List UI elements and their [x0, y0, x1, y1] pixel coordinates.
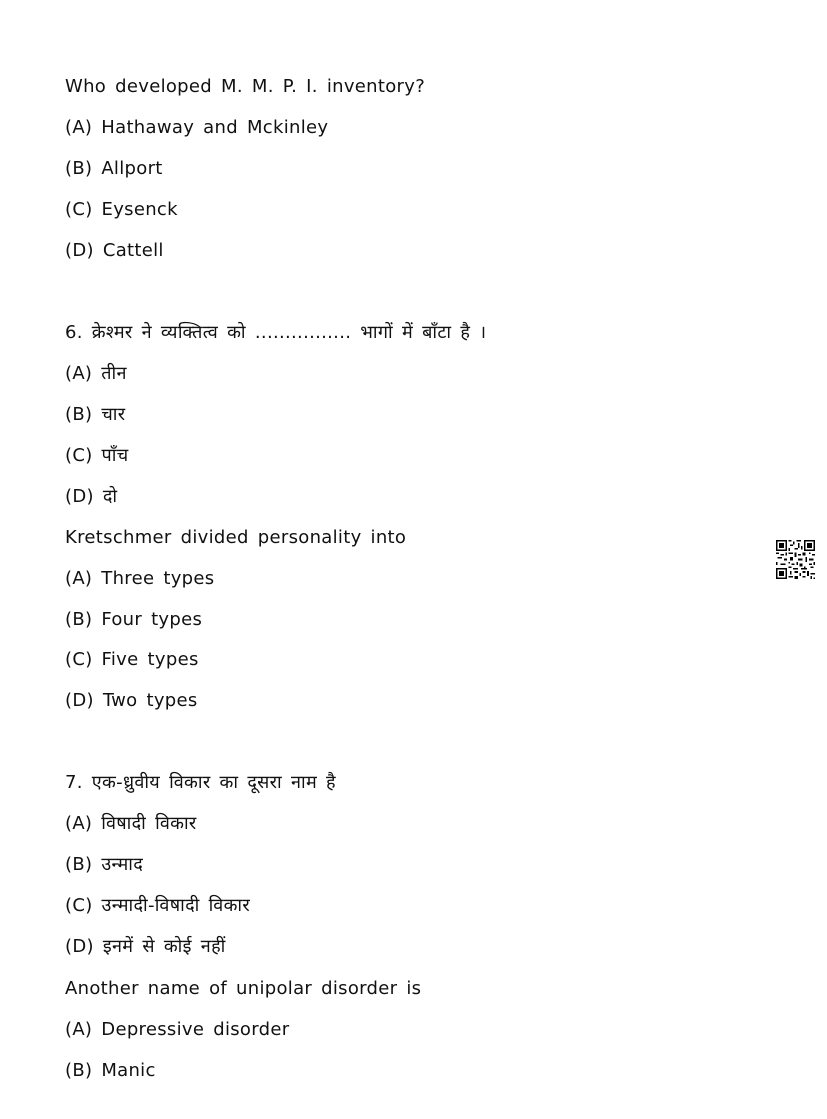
option-b: (B) Four types: [65, 609, 203, 630]
option-d: (D) Cattell: [65, 240, 164, 261]
option-a: (A) विषादी विकार: [65, 813, 197, 834]
question-text: Another name of unipolar disorder is: [65, 978, 422, 999]
question-text: 6. क्रेश्मर ने व्यक्तित्व को ................ भागों में बाँटा है ।: [65, 322, 487, 343]
option-b: (B) उन्माद: [65, 854, 144, 875]
option-a: (A) Three types: [65, 568, 215, 589]
option-c: (C) Eysenck: [65, 199, 178, 220]
option-b: (B) Manic: [65, 1060, 156, 1081]
option-a: (A) तीन: [65, 363, 127, 384]
option-c: (C) उन्मादी-विषादी विकार: [65, 895, 251, 916]
option-d: (D) इनमें से कोई नहीं: [65, 936, 226, 957]
option-d: (D) Two types: [65, 690, 198, 711]
option-c: (C) पाँच: [65, 445, 129, 466]
option-a: (A) Hathaway and Mckinley: [65, 117, 329, 138]
option-a: (A) Depressive disorder: [65, 1019, 290, 1040]
option-b: (B) Allport: [65, 158, 163, 179]
question-text: Kretschmer divided personality into: [65, 527, 407, 548]
question-text: 7. एक-ध्रुवीय विकार का दूसरा नाम है: [65, 772, 336, 793]
question-text: Who developed M. M. P. I. inventory?: [65, 76, 426, 97]
option-c: (C) Five types: [65, 649, 199, 670]
option-d: (D) दो: [65, 486, 118, 507]
qr-code-icon: [776, 540, 815, 579]
option-b: (B) चार: [65, 404, 126, 425]
